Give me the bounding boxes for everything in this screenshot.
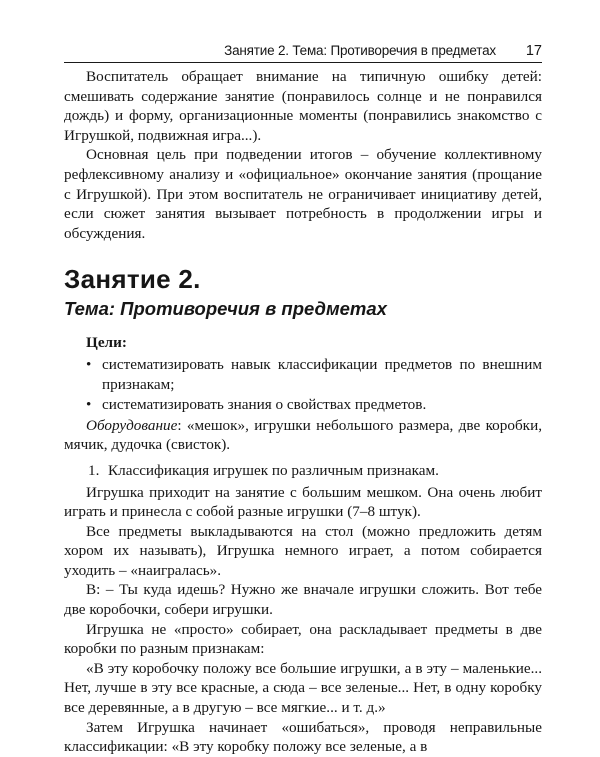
list-item-text: систематизировать знания о свойствах предметов. [102, 396, 427, 414]
list-item [64, 355, 542, 394]
paragraph: Воспитатель обращает внимание на типичную ошибку детей: смешивать содержание занятие (понравилось солнце и не понравился дождь) и форму, организационные моменты (понравились знакомство с Игрушкой, подвижная игра...). [64, 68, 542, 144]
page-number: 17 [525, 43, 542, 59]
paragraph: Все предметы выкладываются на стол (можно предложить детям хором их называть), Игрушка немного играет, а потом собирается уходить – «наигралась». [64, 522, 542, 579]
paragraph: Игрушка не «просто» собирает, она раскладывает предметы в две коробки по разным признакам: [64, 620, 542, 658]
list-item [64, 395, 542, 415]
bullet-icon: • [86, 355, 92, 373]
equipment-label: Оборудование [86, 416, 178, 434]
paragraph: В: – Ты куда идешь? Нужно же вначале игрушки сложить. Вот тебе две коробочки, собери игрушки. [64, 581, 542, 619]
paragraph: «В эту коробочку положу все большие игрушки, а в эту – маленькие... Нет, лучше в эту все красные, а сюда – все зеленые... Нет, в одну коробку все деревянные, а в другую – все мягкие... и т. д.» [64, 659, 542, 717]
goals-heading: Цели: [86, 334, 127, 352]
step-text: Классификация игрушек по различным признакам. [108, 461, 439, 479]
lesson-heading: Занятие 2. [64, 264, 201, 295]
paragraph: Игрушка приходит на занятие с большим мешком. Она очень любит играть и принесла с собой разные игрушки (7–8 штук). [64, 483, 542, 521]
goals-list [64, 355, 542, 415]
running-header [64, 36, 542, 63]
equipment-paragraph [64, 416, 542, 455]
running-header-title: Занятие 2. Тема: Противоречия в предметах [224, 43, 496, 58]
page-body [64, 67, 542, 757]
equipment-text: : «мешок», игрушки небольшого размера, две коробки, мячик, дудочка (свисток). [64, 416, 542, 454]
topic-heading: Тема: Противоречия в предметах [64, 298, 387, 320]
list-item-text: систематизировать навык классификации предметов по внешним признакам; [102, 355, 542, 393]
paragraph: Основная цель при подведении итогов – обучение коллективному рефлексивному анализу и «официальное» окончание занятия (прощание с Игрушкой). При этом воспитатель не ограничивает инициативу детей, если сюжет занятия вызывает потребность в продолжении игры и обсуждения. [64, 146, 542, 242]
paragraph: Затем Игрушка начинает «ошибаться», проводя неправильные классификации: «В эту коробку положу все зеленые, а в [64, 718, 542, 756]
step-number: 1. [88, 461, 100, 479]
bullet-icon: • [86, 396, 92, 414]
numbered-step [64, 461, 542, 481]
